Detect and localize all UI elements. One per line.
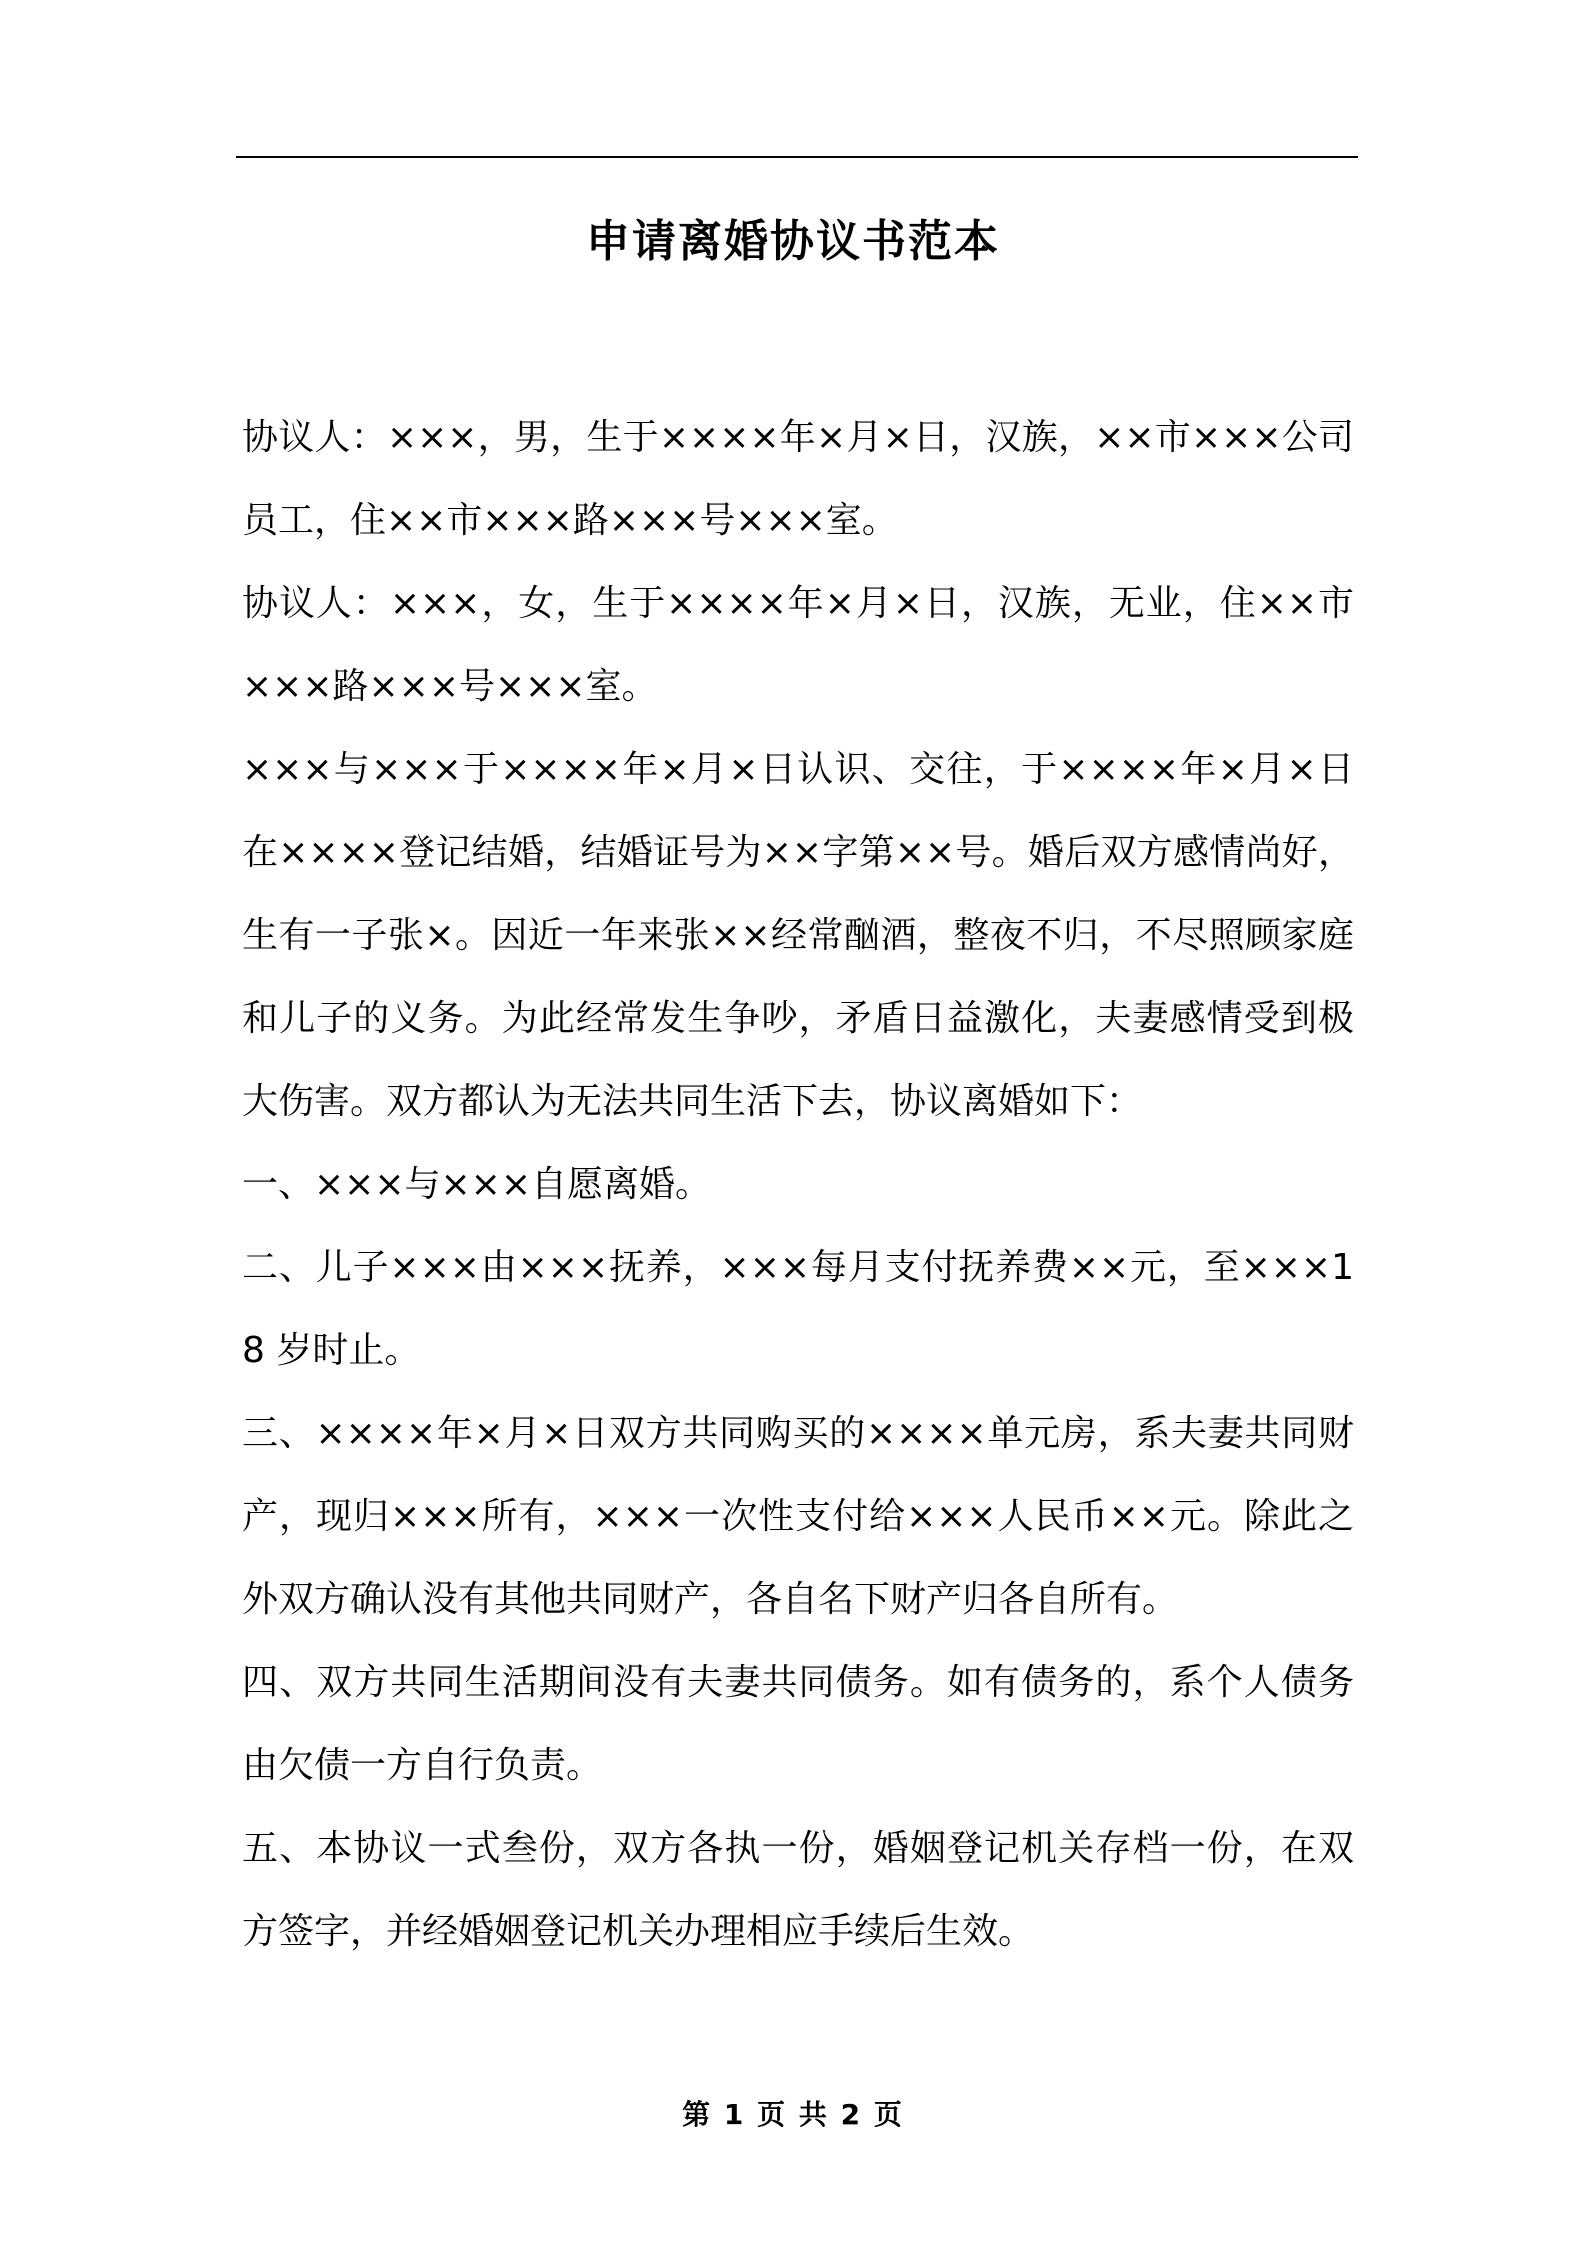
party-one-paragraph: 协议人：×××，男，生于××××年×月×日，汉族，××市×××公司员工，住××市×××路×××号×××室。 [242, 417, 1354, 541]
clause-two: 二、儿子×××由×××抚养，×××每月支付抚养费××元，至×××18 岁时止。 [242, 1247, 1354, 1371]
clause-five: 五、本协议一式叁份，双方各执一份，婚姻登记机关存档一份，在双方签字，并经婚姻登记机关办理相应手续后生效。 [242, 1828, 1354, 1952]
page-title: 申请离婚协议书范本 [586, 216, 1000, 267]
background-paragraph: ×××与×××于××××年×月×日认识、交往，于××××年×月×日在××××登记结婚，结婚证号为××字第××号。婚后双方感情尚好，生有一子张×。因近一年来张××经常酗酒，整夜不归，不尽照顾家庭和儿子的义务。为此经常发生争吵，矛盾日益激化，夫妻感情受到极大伤害。双方都认为无法共同生活下去，协议离婚如下： [242, 749, 1354, 1122]
header-divider [236, 156, 1358, 158]
party-two-paragraph: 协议人：×××，女，生于××××年×月×日，汉族，无业，住××市×××路×××号×××室。 [242, 583, 1354, 707]
clause-one: 一、×××与×××自愿离婚。 [242, 1164, 711, 1205]
page-number: 第 1 页 共 2 页 [682, 2098, 904, 2131]
clause-four: 四、双方共同生活期间没有夫妻共同债务。如有债务的，系个人债务由欠债一方自行负责。 [242, 1662, 1354, 1786]
document-body [242, 396, 1354, 1973]
clause-three: 三、××××年×月×日双方共同购买的××××单元房，系夫妻共同财产，现归×××所有，×××一次性支付给×××人民币××元。除此之外双方确认没有其他共同财产，各自名下财产归各自所有。 [242, 1413, 1354, 1620]
